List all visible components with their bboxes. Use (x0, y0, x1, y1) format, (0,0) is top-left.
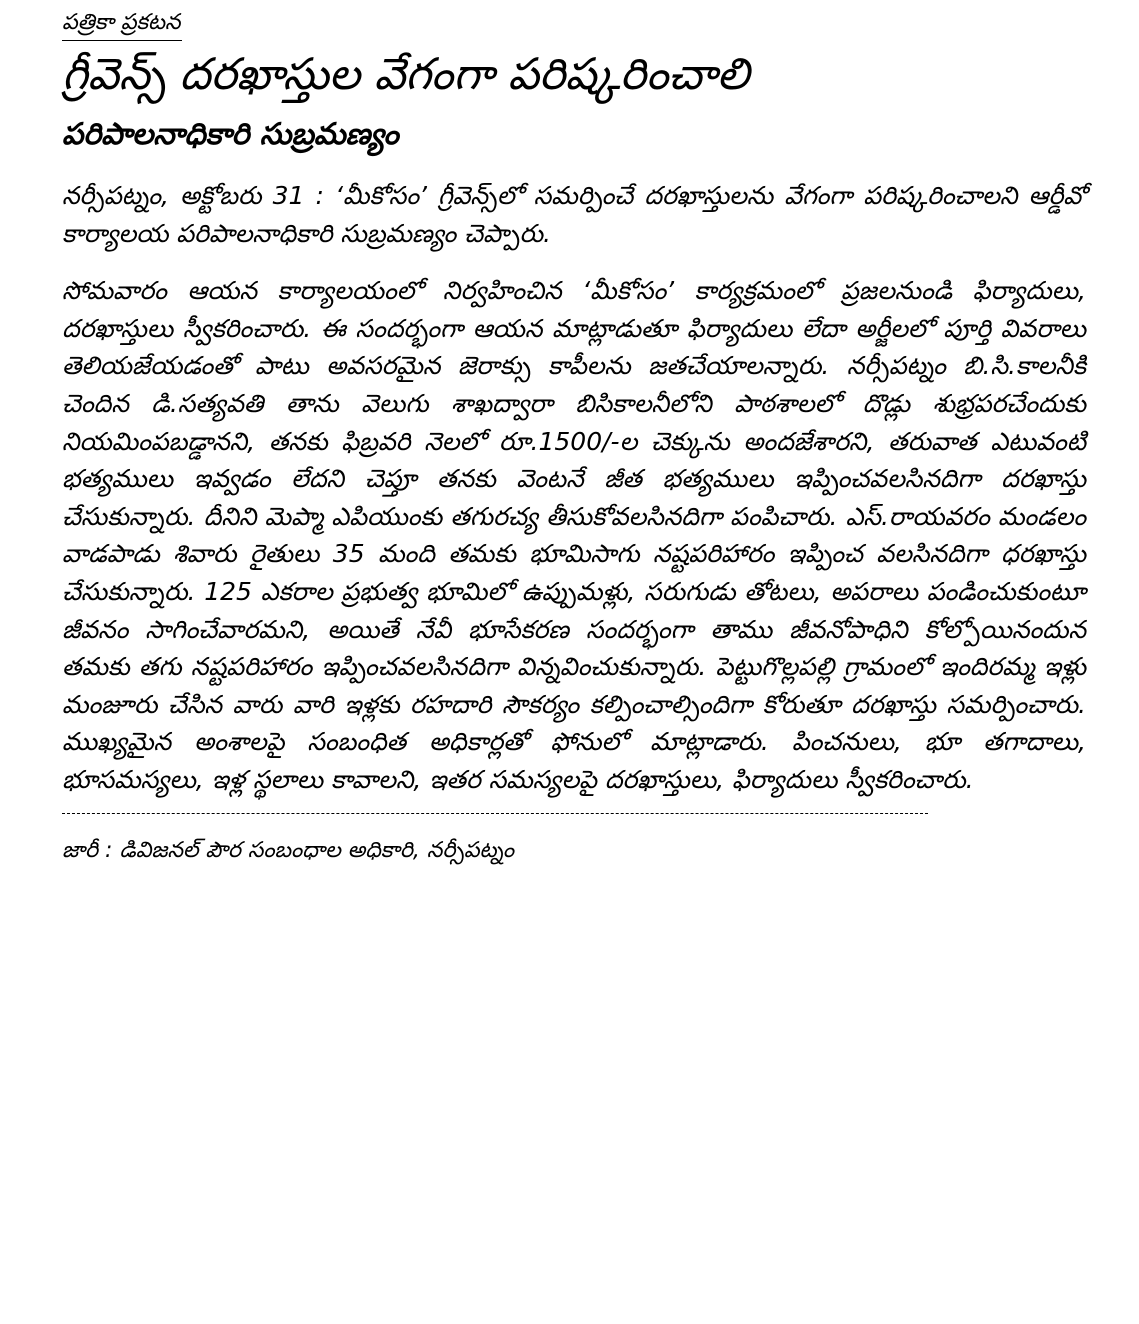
subheadline: పరిపాలనాధికారి సుబ్రమణ్యం (62, 117, 399, 152)
headline: గ్రీవెన్స్ దరఖాస్తుల వేగంగా పరిష్కరించాలి (62, 49, 750, 100)
paragraph-details: సోమవారం ఆయన కార్యాలయంలో నిర్వహించిన ‘మీకోసం’ కార్యక్రమంలో ప్రజలనుండి ఫిర్యాదులు, దరఖాస్తులు స్వీకరించారు. ఈ సందర్భంగా ఆయన మాట్లాడుతూ ఫిర్యాదులు లేదా అర్జీలలో పూర్తి వివరాలు తెలియజేయడంతో పాటు అవసరమైన జెరాక్సు కాపీలను జతచేయాలన్నారు. నర్సీపట్నం బి.సి.కాలనీకి చెందిన డి.సత్యవతి తాను వెలుగు శాఖద్వారా బిసికాలనీలోని పాఠశాలలో దొడ్లు శుభ్రపరచేందుకు నియమింపబడ్డానని, తనకు ఫిబ్రవరి నెలలో రూ.1500/-ల చెక్కును అందజేశారని, తరువాత ఎటువంటి భత్యములు ఇవ్వడం లేదని చెప్తూ తనకు వెంటనే జీత భత్యములు ఇప్పించవలసినదిగా దరఖాస్తు చేసుకున్నారు. దీనిని మెప్మా ఎపియుంకు తగురచ్య తీసుకోవలసినదిగా పంపిచారు. ఎస్.రాయవరం మండలం వాడపాడు శివారు రైతులు 35 మంది తమకు భూమిసాగు నష్టపరిహారం ఇప్పించ వలసినదిగా ధరఖాస్తు చేసుకున్నారు. 125 ఎకరాల ప్రభుత్వ భూమిలో ఉప్పుమళ్లు, సరుగుడు తోటలు, అపరాలు పండించుకుంటూ జీవనం సాగించేవారమని, అయితే నేవీ భూసేకరణ సందర్భంగా తాము జీవనోపాధిని కోల్పోయినందున తమకు తగు నష్టపరిహారం ఇప్పించవలసినదిగా విన్నవించుకున్నారు. పెట్టుగొల్లపల్లి గ్రామంలో ఇందిరమ్మ ఇళ్లు మంజూరు చేసిన వారు వారి ఇళ్లకు రహదారి సౌకర్యం కల్పించాల్సిందిగా కోరుతూ దరఖాస్తు సమర్పించారు. ముఖ్యమైన అంశాలపై సంబంధిత అధికార్లతో ఫోనులో మాట్లాడారు. పించనులు, భూ తగాదాలు, భూసమస్యలు, ఇళ్ల స్థలాలు కావాలని, ఇతర సమస్యలపై దరఖాస్తులు, ఫిర్యాదులు స్వీకరించారు. (62, 276, 1086, 794)
dashed-divider (62, 813, 928, 814)
press-release (62, 6, 1086, 868)
issuer-line: జారీ : డివిజనల్ పౌర సంబంధాల అధికారి, నర్సీపట్నం (62, 837, 514, 863)
article-body (62, 177, 1086, 799)
press-release-label: పత్రికా ప్రకటన (62, 6, 182, 41)
paragraph-intro: నర్సీపట్నం, అక్టోబరు 31 : ‘మీకోసం’ గ్రీవెన్స్‌లో సమర్పించే దరఖాస్తులను వేగంగా పరిష్కరించాలని ఆర్డీవో కార్యాలయ పరిపాలనాధికారి సుబ్రమణ్యం చెప్పారు. (62, 181, 1086, 248)
